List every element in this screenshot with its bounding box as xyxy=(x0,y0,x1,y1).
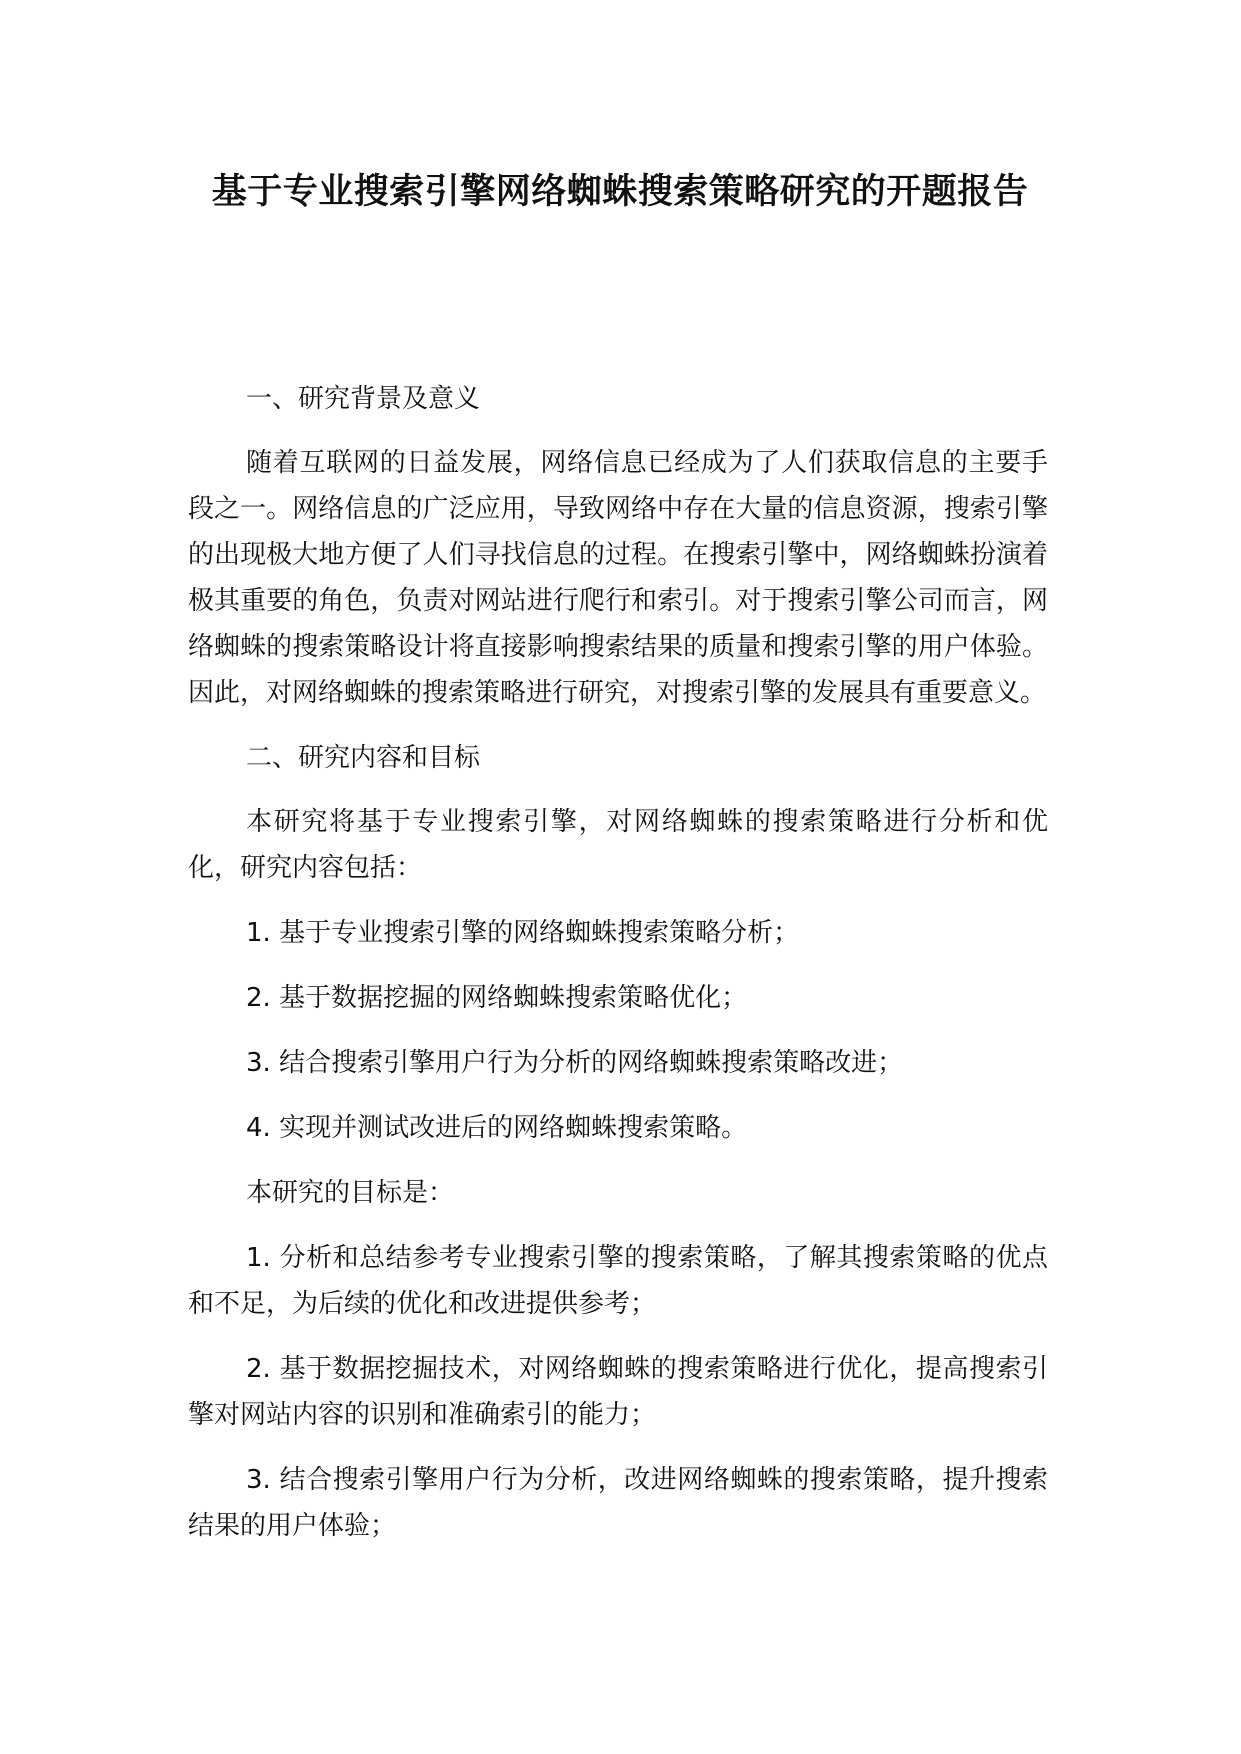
list-item-content-1: 1. 基于专业搜索引擎的网络蜘蛛搜索策略分析； xyxy=(246,918,800,948)
list-item-goal-3: 3. 结合搜索引擎用户行为分析，改进网络蜘蛛的搜索策略，提升搜索结果的用户体验； xyxy=(188,1465,1048,1541)
section-heading-background: 一、研究背景及意义 xyxy=(246,384,481,414)
section-heading-content: 二、研究内容和目标 xyxy=(246,743,481,773)
paragraph-content-intro: 本研究将基于专业搜索引擎，对网络蜘蛛的搜索策略进行分析和优化，研究内容包括： xyxy=(188,807,1048,883)
document-body xyxy=(188,376,1048,1568)
paragraph-background: 随着互联网的日益发展，网络信息已经成为了人们获取信息的主要手段之一。网络信息的广泛应用，导致网络中存在大量的信息资源，搜索引擎的出现极大地方便了人们寻找信息的过程。在搜索引擎中，网络蜘蛛扮演着极其重要的角色，负责对网站进行爬行和索引。对于搜索引擎公司而言，网络蜘蛛的搜索策略设计将直接影响搜索结果的质量和搜索引擎的用户体验。因此，对网络蜘蛛的搜索策略进行研究，对搜索引擎的发展具有重要意义。 xyxy=(188,448,1048,708)
list-item-content-4: 4. 实现并测试改进后的网络蜘蛛搜索策略。 xyxy=(246,1113,748,1143)
list-item-goal-1: 1. 分析和总结参考专业搜索引擎的搜索策略，了解其搜索策略的优点和不足，为后续的优化和改进提供参考； xyxy=(188,1243,1048,1319)
list-item-content-3: 3. 结合搜索引擎用户行为分析的网络蜘蛛搜索策略改进； xyxy=(246,1048,904,1078)
paragraph-goals-intro: 本研究的目标是： xyxy=(246,1178,455,1208)
document-title: 基于专业搜索引擎网络蜘蛛搜索策略研究的开题报告 xyxy=(211,172,1029,212)
list-item-goal-2: 2. 基于数据挖掘技术，对网络蜘蛛的搜索策略进行优化，提高搜索引擎对网站内容的识别和准确索引的能力； xyxy=(188,1354,1048,1430)
list-item-content-2: 2. 基于数据挖掘的网络蜘蛛搜索策略优化； xyxy=(246,983,748,1013)
